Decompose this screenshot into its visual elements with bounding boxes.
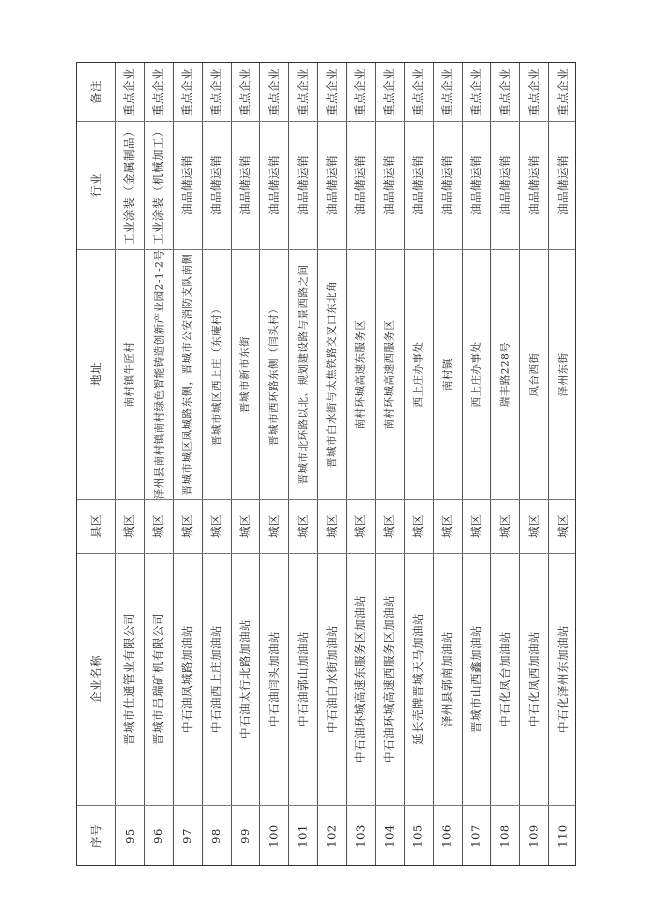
rotated-table xyxy=(76,62,576,866)
header-industry xyxy=(77,121,115,249)
cell-note-text: 重点企业 xyxy=(555,68,570,116)
cell-name-text: 中石化凤台加油站 xyxy=(497,631,512,727)
table-row xyxy=(115,63,144,865)
cell-county xyxy=(346,499,375,553)
table-row xyxy=(404,63,433,865)
cell-county xyxy=(202,499,231,553)
cell-seq xyxy=(317,805,346,867)
cell-industry xyxy=(144,121,173,249)
cell-note-text: 重点企业 xyxy=(440,68,455,116)
grid-line-vertical xyxy=(288,63,289,865)
cell-address-text: 泽州东街 xyxy=(557,352,570,396)
grid-line-vertical xyxy=(346,63,347,865)
cell-address xyxy=(404,249,433,499)
cell-address xyxy=(519,249,548,499)
header-industry-text: 行业 xyxy=(89,173,103,197)
cell-note xyxy=(317,63,346,121)
grid-line-vertical xyxy=(519,63,520,865)
cell-address-text: 凤台西街 xyxy=(528,352,541,396)
header-county xyxy=(77,499,115,553)
cell-seq-text: 97 xyxy=(180,828,195,844)
cell-county-text: 城区 xyxy=(324,514,339,538)
cell-address xyxy=(231,249,260,499)
cell-note-text: 重点企业 xyxy=(180,68,195,116)
cell-seq-text: 100 xyxy=(266,824,281,848)
cell-county xyxy=(231,499,260,553)
cell-address xyxy=(490,249,519,499)
cell-name xyxy=(404,553,433,805)
cell-seq-text: 107 xyxy=(468,824,483,848)
cell-industry-text: 油品储运销 xyxy=(440,155,455,215)
table-row xyxy=(144,63,173,865)
cell-seq-text: 104 xyxy=(382,824,397,848)
cell-address-text: 南村环城高速西服务区 xyxy=(383,319,396,429)
grid-line-horizontal xyxy=(77,249,575,250)
cell-note xyxy=(346,63,375,121)
grid-line-vertical xyxy=(548,63,549,865)
header-seq xyxy=(77,805,115,867)
cell-county xyxy=(490,499,519,553)
cell-note-text: 重点企业 xyxy=(237,68,252,116)
cell-seq xyxy=(173,805,202,867)
grid-line-vertical xyxy=(404,63,405,865)
grid-line-vertical xyxy=(259,63,260,865)
cell-address xyxy=(144,249,173,499)
cell-industry xyxy=(548,121,577,249)
cell-note-text: 重点企业 xyxy=(411,68,426,116)
table-row xyxy=(548,63,577,865)
cell-name-text: 中石油闫头加油站 xyxy=(266,631,281,727)
grid-line-vertical xyxy=(202,63,203,865)
cell-county-text: 城区 xyxy=(526,514,541,538)
cell-seq xyxy=(259,805,288,867)
cell-note-text: 重点企业 xyxy=(295,68,310,116)
cell-address xyxy=(288,249,317,499)
cell-name xyxy=(346,553,375,805)
cell-note-text: 重点企业 xyxy=(353,68,368,116)
cell-name-text: 中石油环城高速西服务区加油站 xyxy=(382,595,397,763)
cell-industry-text: 油品储运销 xyxy=(209,155,224,215)
grid-line-vertical xyxy=(144,63,145,865)
cell-note-text: 重点企业 xyxy=(209,68,224,116)
cell-name-text: 泽州县郭南加油站 xyxy=(440,631,455,727)
cell-industry xyxy=(519,121,548,249)
grid-line-vertical xyxy=(317,63,318,865)
cell-name-text: 中石油郭山加油站 xyxy=(295,631,310,727)
cell-address xyxy=(259,249,288,499)
cell-industry-text: 工业涂装（金属制品） xyxy=(122,125,137,245)
cell-seq xyxy=(519,805,548,867)
cell-seq xyxy=(231,805,260,867)
cell-industry xyxy=(288,121,317,249)
cell-note-text: 重点企业 xyxy=(468,68,483,116)
cell-industry xyxy=(231,121,260,249)
header-address xyxy=(77,249,115,499)
cell-address-text: 晋城市白水街与太焦铁路交叉口东北角 xyxy=(326,280,339,468)
cell-seq xyxy=(288,805,317,867)
header-name xyxy=(77,553,115,805)
cell-name xyxy=(462,553,491,805)
cell-seq xyxy=(462,805,491,867)
cell-seq-text: 109 xyxy=(526,824,541,848)
cell-county-text: 城区 xyxy=(209,514,224,538)
cell-address-text: 晋城市北环路以北、规划建设路与景西路之间 xyxy=(297,264,310,484)
cell-address xyxy=(173,249,202,499)
header-seq-text: 序号 xyxy=(89,824,103,848)
grid-line-vertical xyxy=(433,63,434,865)
cell-note xyxy=(202,63,231,121)
cell-industry xyxy=(173,121,202,249)
cell-note-text: 重点企业 xyxy=(151,68,166,116)
cell-seq-text: 98 xyxy=(209,828,224,844)
cell-address-text: 南村镇牛匠村 xyxy=(123,341,136,407)
cell-seq xyxy=(433,805,462,867)
cell-address xyxy=(346,249,375,499)
cell-county-text: 城区 xyxy=(411,514,426,538)
cell-county-text: 城区 xyxy=(295,514,310,538)
cell-industry xyxy=(317,121,346,249)
cell-industry-text: 油品储运销 xyxy=(266,155,281,215)
cell-note xyxy=(115,63,144,121)
cell-industry-text: 油品储运销 xyxy=(353,155,368,215)
cell-county-text: 城区 xyxy=(555,514,570,538)
cell-industry-text: 油品储运销 xyxy=(497,155,512,215)
cell-name-text: 晋城市山西鑫加油站 xyxy=(468,625,483,733)
cell-name-text: 中石油太行北路加油站 xyxy=(237,619,252,739)
cell-seq-text: 95 xyxy=(122,828,137,844)
cell-name xyxy=(144,553,173,805)
cell-name-text: 中石油凤城路加油站 xyxy=(180,625,195,733)
cell-county xyxy=(404,499,433,553)
header-note xyxy=(77,63,115,121)
header-column xyxy=(77,63,115,865)
cell-name xyxy=(259,553,288,805)
cell-county-text: 城区 xyxy=(266,514,281,538)
cell-county xyxy=(375,499,404,553)
cell-name xyxy=(490,553,519,805)
table-row xyxy=(433,63,462,865)
cell-address xyxy=(115,249,144,499)
cell-county-text: 城区 xyxy=(151,514,166,538)
table-row xyxy=(202,63,231,865)
grid-line-horizontal xyxy=(77,805,575,806)
grid-line-horizontal xyxy=(77,553,575,554)
cell-seq-text: 103 xyxy=(353,824,368,848)
table-row xyxy=(462,63,491,865)
cell-address xyxy=(317,249,346,499)
cell-industry xyxy=(375,121,404,249)
cell-county-text: 城区 xyxy=(237,514,252,538)
cell-name-text: 中石油西上庄加油站 xyxy=(209,625,224,733)
header-address-text: 地址 xyxy=(89,362,103,386)
cell-note-text: 重点企业 xyxy=(266,68,281,116)
cell-note xyxy=(548,63,577,121)
cell-county xyxy=(288,499,317,553)
cell-address-text: 晋城市城区西上庄（东庵村） xyxy=(210,302,223,446)
cell-address-text: 晋城市城区凤城路东侧，晋城市公安消防支队南侧 xyxy=(181,253,194,495)
cell-industry-text: 油品储运销 xyxy=(526,155,541,215)
cell-name-text: 延长壳牌晋城天马加油站 xyxy=(411,613,426,745)
cell-name-text: 晋城市吕瑞矿机有限公司 xyxy=(151,613,166,745)
cell-county-text: 城区 xyxy=(122,514,137,538)
cell-name-text: 中石化凤西加油站 xyxy=(526,631,541,727)
cell-address xyxy=(375,249,404,499)
cell-county-text: 城区 xyxy=(180,514,195,538)
cell-county-text: 城区 xyxy=(440,514,455,538)
cell-name xyxy=(202,553,231,805)
cell-seq xyxy=(144,805,173,867)
grid-line-vertical xyxy=(462,63,463,865)
table-row xyxy=(375,63,404,865)
cell-county xyxy=(462,499,491,553)
cell-county xyxy=(548,499,577,553)
cell-name xyxy=(519,553,548,805)
grid-line-horizontal xyxy=(77,499,575,500)
cell-seq-text: 108 xyxy=(497,824,512,848)
cell-address xyxy=(202,249,231,499)
cell-name-text: 中石油环城高速东服务区加油站 xyxy=(353,595,368,763)
cell-name xyxy=(433,553,462,805)
grid-line-vertical xyxy=(231,63,232,865)
grid-line-horizontal xyxy=(77,121,575,122)
cell-county xyxy=(259,499,288,553)
cell-note xyxy=(462,63,491,121)
cell-industry-text: 油品储运销 xyxy=(382,155,397,215)
table-row xyxy=(173,63,202,865)
cell-industry-text: 工业涂装（机械加工） xyxy=(151,125,166,245)
cell-industry xyxy=(433,121,462,249)
cell-industry-text: 油品储运销 xyxy=(295,155,310,215)
cell-industry xyxy=(259,121,288,249)
cell-seq-text: 110 xyxy=(555,824,570,848)
table-row xyxy=(231,63,260,865)
cell-name xyxy=(288,553,317,805)
cell-note xyxy=(519,63,548,121)
cell-seq xyxy=(115,805,144,867)
cell-seq-text: 102 xyxy=(324,824,339,848)
table-row xyxy=(259,63,288,865)
cell-county xyxy=(433,499,462,553)
cell-industry-text: 油品储运销 xyxy=(468,155,483,215)
cell-name xyxy=(173,553,202,805)
cell-note xyxy=(288,63,317,121)
cell-seq-text: 99 xyxy=(237,828,252,844)
cell-note xyxy=(173,63,202,121)
cell-note xyxy=(144,63,173,121)
cell-county-text: 城区 xyxy=(468,514,483,538)
cell-note-text: 重点企业 xyxy=(324,68,339,116)
cell-county-text: 城区 xyxy=(497,514,512,538)
cell-seq-text: 106 xyxy=(440,824,455,848)
cell-industry xyxy=(404,121,433,249)
header-county-text: 县区 xyxy=(89,514,103,538)
cell-county xyxy=(519,499,548,553)
cell-name xyxy=(548,553,577,805)
cell-note xyxy=(433,63,462,121)
cell-note xyxy=(231,63,260,121)
cell-county xyxy=(173,499,202,553)
cell-name xyxy=(231,553,260,805)
cell-address-text: 南村环城高速东服务区 xyxy=(354,319,367,429)
cell-seq xyxy=(375,805,404,867)
cell-address xyxy=(433,249,462,499)
cell-seq-text: 101 xyxy=(295,824,310,848)
cell-note-text: 重点企业 xyxy=(122,68,137,116)
cell-industry xyxy=(115,121,144,249)
table-row xyxy=(346,63,375,865)
cell-seq xyxy=(490,805,519,867)
cell-county-text: 城区 xyxy=(353,514,368,538)
cell-address-text: 南村镇 xyxy=(441,357,454,391)
cell-industry-text: 油品储运销 xyxy=(411,155,426,215)
cell-note xyxy=(404,63,433,121)
cell-seq-text: 105 xyxy=(411,824,426,848)
cell-industry-text: 油品储运销 xyxy=(324,155,339,215)
cell-address xyxy=(548,249,577,499)
cell-seq xyxy=(404,805,433,867)
cell-county-text: 城区 xyxy=(382,514,397,538)
cell-seq xyxy=(346,805,375,867)
cell-name-text: 中石化泽州东加油站 xyxy=(555,625,570,733)
cell-county xyxy=(115,499,144,553)
cell-industry-text: 油品储运销 xyxy=(555,155,570,215)
cell-note xyxy=(375,63,404,121)
cell-industry xyxy=(490,121,519,249)
grid-line-vertical xyxy=(115,63,116,865)
table-row xyxy=(519,63,548,865)
cell-name xyxy=(115,553,144,805)
cell-industry xyxy=(462,121,491,249)
cell-address xyxy=(462,249,491,499)
cell-note xyxy=(490,63,519,121)
cell-county xyxy=(144,499,173,553)
grid-line-vertical xyxy=(375,63,376,865)
cell-name xyxy=(375,553,404,805)
cell-seq xyxy=(202,805,231,867)
cell-name-text: 晋城市仕通管业有限公司 xyxy=(122,613,137,745)
table-row xyxy=(288,63,317,865)
cell-name xyxy=(317,553,346,805)
cell-address-text: 西上庄办事处 xyxy=(412,341,425,407)
cell-industry-text: 油品储运销 xyxy=(180,155,195,215)
grid-line-vertical xyxy=(173,63,174,865)
cell-industry xyxy=(202,121,231,249)
header-note-text: 备注 xyxy=(89,80,103,104)
cell-address-text: 瑞丰路228号 xyxy=(499,341,512,407)
table-row xyxy=(317,63,346,865)
cell-name-text: 中石油白水街加油站 xyxy=(324,625,339,733)
cell-county xyxy=(317,499,346,553)
cell-industry xyxy=(346,121,375,249)
cell-note-text: 重点企业 xyxy=(497,68,512,116)
cell-industry-text: 油品储运销 xyxy=(237,155,252,215)
cell-note-text: 重点企业 xyxy=(382,68,397,116)
header-name-text: 企业名称 xyxy=(89,655,103,703)
cell-address-text: 晋城市西环路东侧（闫头村） xyxy=(268,302,281,446)
table-row xyxy=(490,63,519,865)
cell-note-text: 重点企业 xyxy=(526,68,541,116)
cell-seq xyxy=(548,805,577,867)
grid-line-vertical xyxy=(490,63,491,865)
cell-address-text: 西上庄办事处 xyxy=(470,341,483,407)
cell-note xyxy=(259,63,288,121)
cell-seq-text: 96 xyxy=(151,828,166,844)
cell-address-text: 晋城市新市东街 xyxy=(239,335,252,413)
cell-address-text: 泽州县南村镇南村绿色智能铸造创新产业园2-1-2号 xyxy=(152,249,165,499)
